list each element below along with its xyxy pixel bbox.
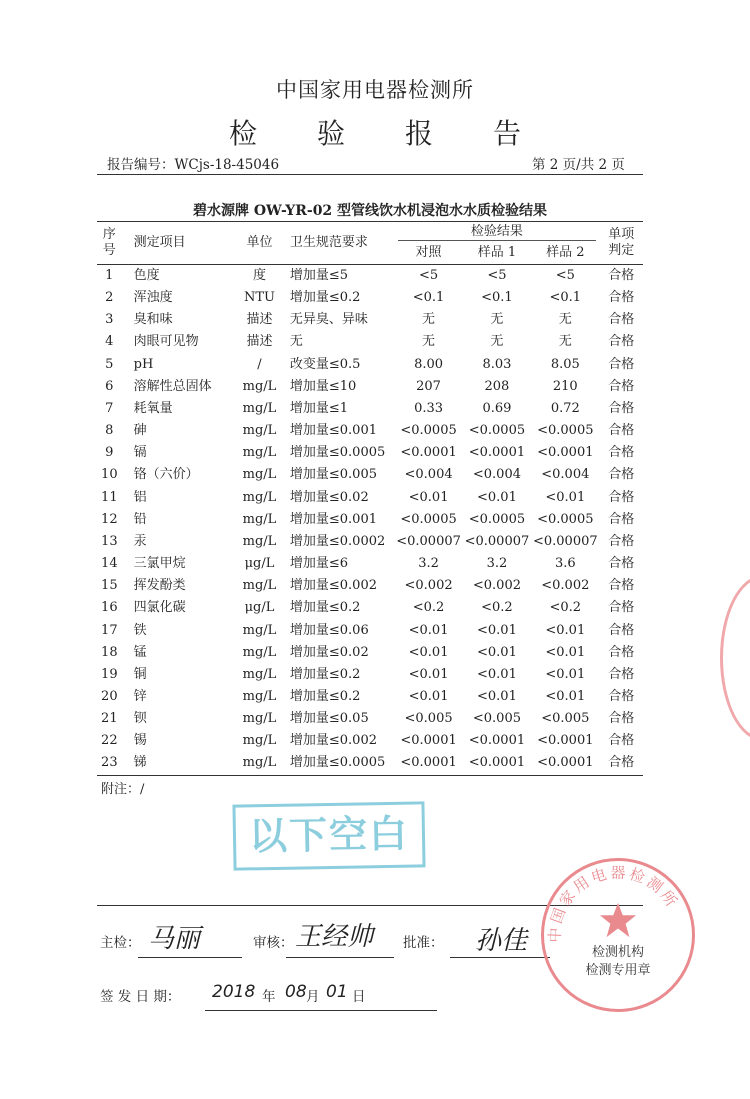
row-verdict: 合格 <box>608 467 635 483</box>
row-no: 19 <box>101 666 118 682</box>
row-standard: 增加量≤0.0002 <box>289 533 386 549</box>
results-body <box>97 265 643 776</box>
table-row <box>97 752 643 775</box>
row-control: <0.004 <box>404 467 453 483</box>
header-verdict: 单项判定 <box>600 222 644 265</box>
row-sample1: 8.03 <box>482 356 512 372</box>
row-verdict: 合格 <box>608 711 635 727</box>
table-row <box>97 597 643 619</box>
table-row <box>97 331 643 353</box>
page-indicator: 第 2 页/共 2 页 <box>532 157 625 173</box>
row-sample2: 无 <box>558 334 572 350</box>
row-control: <0.0005 <box>400 511 457 527</box>
row-no: 5 <box>105 356 114 372</box>
row-sample1: <0.01 <box>477 489 517 505</box>
row-control: 3.2 <box>418 556 439 572</box>
row-item: 锑 <box>122 752 233 775</box>
day-unit: 日 <box>352 989 366 1005</box>
header-unit: 单位 <box>233 222 286 265</box>
row-sample2: 3.6 <box>554 556 576 572</box>
row-unit: mg/L <box>242 688 277 704</box>
row-sample1: <0.0001 <box>468 733 526 749</box>
month-unit: 月 <box>306 989 320 1005</box>
year-unit: 年 <box>262 989 276 1005</box>
row-verdict: 合格 <box>608 511 635 527</box>
row-verdict: 合格 <box>608 644 635 660</box>
row-control: 0.33 <box>414 400 444 416</box>
report-title: 检验报告 <box>228 117 581 150</box>
row-verdict: 合格 <box>608 268 635 283</box>
row-control: <0.0005 <box>400 423 457 439</box>
row-control: <0.01 <box>408 644 449 660</box>
row-control: <0.002 <box>404 578 453 594</box>
table-row <box>97 442 643 464</box>
row-unit: / <box>257 356 262 372</box>
row-sample1: <0.0001 <box>468 445 526 461</box>
row-no: 18 <box>101 644 118 660</box>
row-no: 3 <box>105 312 114 328</box>
row-item: 锡 <box>133 733 147 749</box>
row-item: 铅 <box>133 511 147 527</box>
row-sample1: 无 <box>490 312 504 328</box>
table-row <box>97 708 643 730</box>
row-unit: mg/L <box>242 400 277 416</box>
row-control: <0.01 <box>408 666 449 682</box>
row-unit: mg/L <box>242 378 277 394</box>
table-row <box>97 553 643 575</box>
row-item: 铜 <box>133 666 147 682</box>
row-control: 8.00 <box>414 356 444 372</box>
row-control: <0.0001 <box>394 752 462 775</box>
row-standard: 增加量≤0.005 <box>289 467 377 483</box>
row-standard: 增加量≤0.2 <box>289 688 361 704</box>
row-unit: mg/L <box>242 733 277 749</box>
row-verdict: 合格 <box>608 622 635 638</box>
table-row <box>97 420 643 442</box>
row-item: 浑浊度 <box>133 290 173 306</box>
row-verdict: 合格 <box>608 400 635 416</box>
row-sample2: <0.01 <box>545 644 586 660</box>
row-verdict: 合格 <box>608 334 635 350</box>
row-unit: mg/L <box>242 666 277 682</box>
row-verdict: 合格 <box>608 688 635 704</box>
row-item: pH <box>133 356 154 372</box>
row-no: 23 <box>97 752 122 775</box>
row-verdict: 合格 <box>608 378 635 394</box>
row-sample1: <0.1 <box>481 290 513 306</box>
row-standard: 增加量≤0.2 <box>289 290 361 306</box>
row-item: 镉 <box>133 445 147 461</box>
row-standard: 增加量≤6 <box>289 556 349 572</box>
row-sample2: <0.004 <box>541 467 590 483</box>
row-no: 4 <box>105 334 114 350</box>
row-unit: NTU <box>243 290 275 306</box>
row-verdict: 合格 <box>608 600 635 616</box>
row-unit: mg/L <box>242 511 277 527</box>
row-sample1: 无 <box>490 334 504 350</box>
table-row <box>97 620 643 642</box>
row-item: 钡 <box>133 711 147 727</box>
row-sample1: <0.01 <box>477 666 517 682</box>
table-row <box>97 686 643 708</box>
row-sample2: <0.01 <box>545 489 586 505</box>
table-row <box>97 464 643 486</box>
row-verdict: 合格 <box>608 666 635 682</box>
row-no: 13 <box>101 533 118 549</box>
row-control: <0.1 <box>412 290 445 306</box>
table-row <box>97 265 643 288</box>
row-standard: 增加量≤0.05 <box>289 711 369 727</box>
row-sample1: <5 <box>487 268 507 283</box>
row-standard: 增加量≤0.2 <box>289 666 361 682</box>
row-sample1: <0.0005 <box>468 511 526 527</box>
row-standard: 增加量≤0.002 <box>289 578 377 594</box>
row-unit: mg/L <box>242 467 277 483</box>
table-row <box>97 664 643 686</box>
row-unit: μg/L <box>244 556 275 572</box>
row-control: <0.2 <box>412 600 445 616</box>
row-no: 9 <box>105 445 114 461</box>
row-item: 铬（六价） <box>133 467 199 483</box>
row-verdict: 合格 <box>608 356 635 372</box>
row-sample1: 208 <box>484 378 510 394</box>
row-item: 四氯化碳 <box>133 600 186 616</box>
official-seal <box>541 858 695 1012</box>
row-standard: 增加量≤5 <box>289 268 349 283</box>
row-sample2: <0.0005 <box>537 511 594 527</box>
row-sample2: <0.0001 <box>537 733 594 749</box>
row-item: 耗氧量 <box>133 400 173 416</box>
table-row <box>97 354 643 376</box>
row-no: 16 <box>101 600 118 616</box>
row-sample1: 3.2 <box>486 556 508 572</box>
row-sample1: <0.004 <box>472 467 521 483</box>
row-control: <0.00007 <box>396 533 461 549</box>
row-no: 20 <box>101 688 118 704</box>
row-standard: 增加量≤0.0005 <box>289 445 386 461</box>
approver-label: 批准： <box>403 935 444 951</box>
row-unit: mg/L <box>242 423 277 439</box>
row-standard: 无异臭、异味 <box>289 312 368 328</box>
row-unit: 描述 <box>246 334 273 350</box>
row-sample2: 0.72 <box>550 400 580 416</box>
row-standard: 增加量≤0.2 <box>289 600 361 616</box>
header-sample2: 样品 2 <box>531 242 599 265</box>
row-control: <0.01 <box>408 489 449 505</box>
row-standard: 增加量≤10 <box>289 378 357 394</box>
header-result-group: 检验结果 <box>394 222 599 243</box>
table-row <box>97 509 643 531</box>
table-title: 碧水源牌 OW-YR-02 型管线饮水机浸泡水水质检验结果 <box>192 203 548 219</box>
edge-seal-fragment <box>720 575 750 741</box>
row-control: 207 <box>416 378 441 394</box>
header-item: 测定项目 <box>122 222 233 265</box>
row-no: 10 <box>101 467 118 483</box>
row-item: 锰 <box>133 644 147 660</box>
row-standard: 增加量≤0.001 <box>289 423 377 439</box>
row-control: <0.005 <box>404 711 453 727</box>
row-sample2: <0.2 <box>549 600 582 616</box>
row-verdict: 合格 <box>608 533 635 549</box>
row-unit: mg/L <box>242 622 277 638</box>
row-no: 6 <box>105 378 114 394</box>
table-row <box>97 575 643 597</box>
table-row <box>97 287 643 309</box>
row-sample2: <0.01 <box>545 688 586 704</box>
header-standard: 卫生规范要求 <box>286 222 394 265</box>
reviewer-label: 审核： <box>253 935 294 951</box>
row-standard: 增加量≤0.001 <box>289 511 377 527</box>
row-control: 无 <box>422 334 436 350</box>
row-no: 8 <box>105 423 114 439</box>
row-unit: mg/L <box>233 752 286 775</box>
blank-stamp: 以下空白 <box>232 801 425 870</box>
row-item: 色度 <box>133 268 160 283</box>
row-no: 11 <box>101 489 118 505</box>
row-sample1: <0.0001 <box>463 752 531 775</box>
row-sample1: 0.69 <box>482 400 512 416</box>
row-sample2: <0.00007 <box>532 533 598 549</box>
row-no: 14 <box>101 556 118 572</box>
row-verdict: 合格 <box>608 423 635 439</box>
row-sample1: <0.005 <box>472 711 521 727</box>
row-no: 12 <box>101 511 118 527</box>
header-divider <box>97 174 643 175</box>
row-item: 挥发酚类 <box>133 578 186 594</box>
row-unit: mg/L <box>242 445 277 461</box>
row-sample2: <0.01 <box>545 666 586 682</box>
row-no: 22 <box>101 733 118 749</box>
approver-signature: 孙佳 <box>475 926 528 956</box>
row-item: 汞 <box>133 533 147 549</box>
row-sample1: <0.01 <box>477 622 517 638</box>
header-no: 序号 <box>97 222 122 265</box>
row-verdict: 合格 <box>608 733 635 749</box>
row-sample2: <5 <box>555 268 575 283</box>
row-standard: 增加量≤0.02 <box>289 489 369 505</box>
seal-line2: 检测专用章 <box>585 963 651 978</box>
row-control: <0.01 <box>408 622 449 638</box>
row-unit: mg/L <box>242 533 277 549</box>
table-row <box>97 531 643 553</box>
row-sample2: <0.0001 <box>537 445 594 461</box>
issue-month: 08 <box>285 982 307 1002</box>
report-number: 报告编号：WCjs-18-45046 <box>107 157 280 173</box>
svg-text:中国家用电器检测所: 中国家用电器检测所 <box>545 863 683 943</box>
row-sample1: <0.2 <box>481 600 513 616</box>
main-inspector-label: 主检： <box>100 935 141 951</box>
row-standard: 增加量≤0.002 <box>289 733 377 749</box>
issue-day: 01 <box>326 982 348 1002</box>
row-verdict: 合格 <box>608 556 635 572</box>
row-verdict: 合格 <box>608 290 635 306</box>
row-item: 锌 <box>133 688 147 704</box>
table-row <box>97 487 643 509</box>
row-unit: μg/L <box>244 600 275 616</box>
issue-date-label: 签 发 日 期： <box>100 989 181 1005</box>
row-sample2: <0.0001 <box>531 752 599 775</box>
row-unit: 度 <box>252 268 266 283</box>
seal-star-icon <box>599 901 637 939</box>
row-standard: 增加量≤0.0005 <box>286 752 394 775</box>
table-row <box>97 309 643 331</box>
table-row <box>97 398 643 420</box>
header-sample1: 样品 1 <box>463 242 531 265</box>
row-item: 砷 <box>133 423 147 439</box>
row-standard: 增加量≤1 <box>289 400 349 416</box>
row-verdict: 合格 <box>608 445 635 461</box>
row-item: 肉眼可见物 <box>133 334 199 350</box>
date-line <box>205 1010 437 1011</box>
row-standard: 增加量≤0.02 <box>289 644 369 660</box>
row-control: <0.0001 <box>400 733 457 749</box>
table-row <box>97 730 643 752</box>
row-unit: mg/L <box>242 644 277 660</box>
reviewer-signature: 王经帅 <box>295 922 374 952</box>
row-sample1: <0.002 <box>472 578 521 594</box>
approver-line <box>450 957 550 958</box>
row-sample2: 8.05 <box>550 356 580 372</box>
row-sample2: 210 <box>552 378 578 394</box>
row-sample2: <0.002 <box>541 578 590 594</box>
row-unit: 描述 <box>246 312 273 328</box>
row-unit: mg/L <box>242 711 277 727</box>
row-verdict: 合格 <box>600 752 644 775</box>
row-verdict: 合格 <box>608 489 635 505</box>
note: 附注：/ <box>101 782 145 797</box>
header-control: 对照 <box>394 242 462 265</box>
row-sample2: <0.0005 <box>537 423 594 439</box>
row-no: 1 <box>105 268 114 283</box>
row-sample1: <0.0005 <box>468 423 526 439</box>
row-sample1: <0.00007 <box>464 533 530 549</box>
row-verdict: 合格 <box>608 312 635 328</box>
main-inspector-line <box>138 957 242 958</box>
row-item: 臭和味 <box>133 312 173 328</box>
row-unit: mg/L <box>242 578 277 594</box>
row-verdict: 合格 <box>608 578 635 594</box>
row-no: 17 <box>101 622 118 638</box>
row-no: 2 <box>105 290 114 306</box>
row-control: <5 <box>418 268 439 283</box>
seal-line1: 检测机构 <box>591 945 644 960</box>
row-unit: mg/L <box>242 489 277 505</box>
row-item: 三氯甲烷 <box>133 556 186 572</box>
row-control: <0.01 <box>408 688 449 704</box>
row-item: 铁 <box>133 622 147 638</box>
row-sample1: <0.01 <box>477 644 517 660</box>
row-sample1: <0.01 <box>477 688 517 704</box>
results-table <box>97 221 643 776</box>
reviewer-line <box>286 957 394 958</box>
row-sample2: <0.1 <box>549 290 582 306</box>
row-item: 溶解性总固体 <box>133 378 212 394</box>
row-standard: 改变量≤0.5 <box>289 356 361 372</box>
row-control: <0.0001 <box>400 445 457 461</box>
row-control: 无 <box>422 312 436 328</box>
row-standard: 无 <box>289 334 303 350</box>
row-no: 7 <box>105 400 114 416</box>
row-sample2: <0.01 <box>545 622 586 638</box>
table-row <box>97 376 643 398</box>
row-standard: 增加量≤0.06 <box>289 622 369 638</box>
org-name: 中国家用电器检测所 <box>276 78 474 102</box>
table-row <box>97 642 643 664</box>
issue-year: 2018 <box>212 982 256 1002</box>
row-no: 15 <box>101 578 118 594</box>
row-sample2: 无 <box>558 312 572 328</box>
row-no: 21 <box>101 711 118 727</box>
row-sample2: <0.005 <box>541 711 590 727</box>
main-inspector-signature: 马丽 <box>148 924 201 954</box>
row-item: 铝 <box>133 489 147 505</box>
